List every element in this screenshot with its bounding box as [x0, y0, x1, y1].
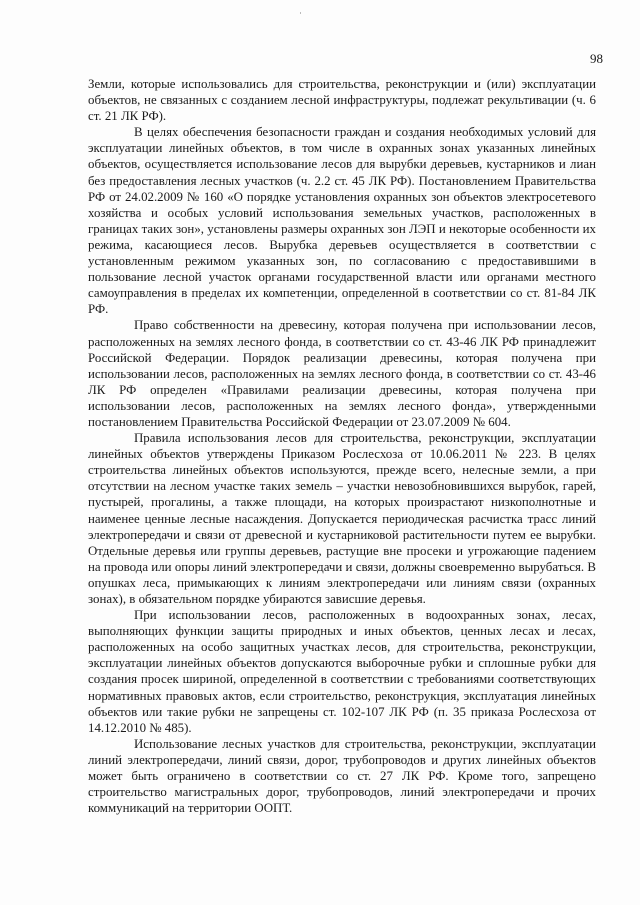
paragraph-forest-use-rules: Правила использования лесов для строительства, реконструкции, эксплуатации линейных объектов утверждены Приказом Рослесхоза от 10.06.2011 № 223. В целях строительства линейных объектов используются, прежде всего, нелесные земли, а при отсутствии на лесном участке таких земель – участки невозобновившихся вырубок, гарей, пустырей, прогалины, а также площади, на которых произрастают низкополнотные и наименее ценные лесные насаждения. Допускается периодическая расчистка трасс линий электропередачи и связи от древесной и кустарниковой растительности путем ее вырубки. Отдельные деревья или группы деревьев, растущие вне просеки и угрожающие падением на провода или опоры линий электропередачи и связи, должны своевременно вырубаться. В опушках леса, примыкающих к линиям электропередачи или линиям связи (охранных зонах), в обязательном порядке убираются зависшие деревья. — [88, 431, 596, 606]
paragraph-construction-restrictions: Использование лесных участков для строительства, реконструкции, эксплуатации линий электропередачи, линий связи, дорог, трубопроводов и других линейных объектов может быть ограничено в соответствии со ст. 27 ЛК РФ. Кроме того, запрещено строительство магистральных дорог, трубопроводов, линий электропередачи и прочих коммуникаций на территории ООПТ. — [88, 736, 596, 816]
paragraph-protective-forests: При использовании лесов, расположенных в водоохранных зонах, лесах, выполняющих функции защиты природных и иных объектов, ценных лесах и лесах, расположенных на особо защитных участках лесов, для строительства, реконструкции, эксплуатации линейных объектов допускаются выборочные рубки и сплошные рубки для создания просек шириной, определенной в соответствии с требованиями соответствующих нормативных правовых актов, если строительство, реконструкция, эксплуатация линейных объектов или такие рубки не запрещены ст. 102-107 ЛК РФ (п. 35 приказа Рослесхоза от 14.12.2010 № 485). — [88, 608, 596, 735]
paragraph-linear-objects-safety: В целях обеспечения безопасности граждан и создания необходимых условий для эксплуатации линейных объектов, в том числе в охранных зонах указанных линейных объектов, осуществляется использование лесов для вырубки деревьев, кустарников и лиан без предоставления лесных участков (ч. 2.2 ст. 45 ЛК РФ). Постановлением Правительства РФ от 24.02.2009 № 160 «О порядке установления охранных зон объектов электросетевого хозяйства и особых условий использования земельных участков, расположенных в границах таких зон», установлены размеры охранных зон ЛЭП и некоторые особенности их режима, касающиеся лесов. Вырубка деревьев осуществляется в соответствии с установленным режимом указанных зон, по согласованию с предоставившими в пользование лесной участок органами государственной власти или органами местного самоуправления в пределах их компетенции, определенной в соответствии со ст. 81-84 ЛК РФ. — [88, 125, 596, 317]
scan-speck — [300, 12, 301, 14]
page-number: 98 — [590, 51, 603, 66]
paragraph-timber-ownership: Право собственности на древесину, которая получена при использовании лесов, расположенных на землях лесного фонда, в соответствии со ст. 43-46 ЛК РФ принадлежит Российской Федерации. Порядок реализации древесины, которая получена при использовании лесов, расположенных на землях лесного фонда, в соответствии со ст. 43-46 ЛК РФ определен «Правилами реализации древесины, которая получена при использовании лесов, расположенных на землях лесного фонда», утвержденными постановлением Правительства Российской Федерации от 23.07.2009 № 604. — [88, 318, 596, 429]
document-body — [88, 76, 596, 816]
paragraph-land-recultivation: Земли, которые использовались для строительства, реконструкции и (или) эксплуатации объектов, не связанных с созданием лесной инфраструктуры, подлежат рекультивации (ч. 6 ст. 21 ЛК РФ). — [88, 77, 596, 124]
